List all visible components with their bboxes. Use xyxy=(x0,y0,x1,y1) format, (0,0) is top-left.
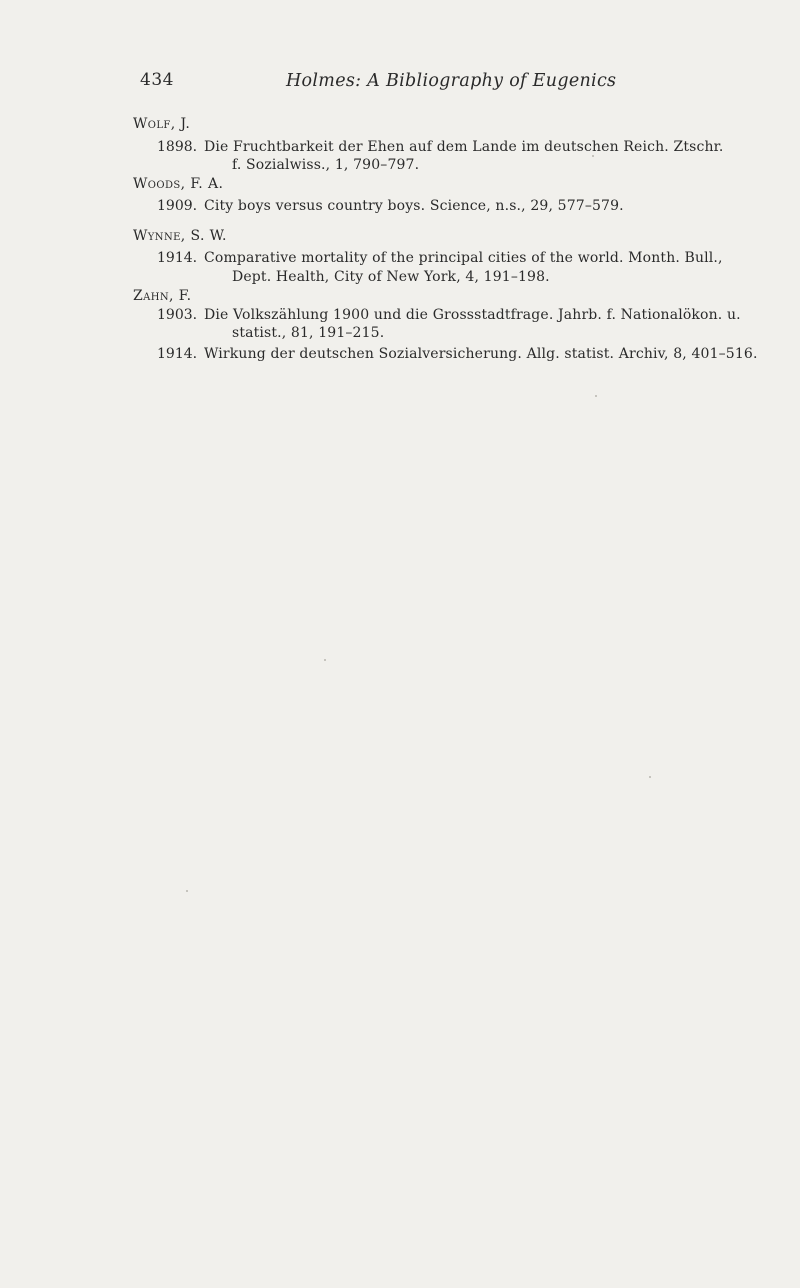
publication-year: 1898. xyxy=(157,139,198,155)
paper-speck xyxy=(595,395,597,397)
citation-continuation: statist., 81, 191–215. xyxy=(232,325,385,341)
author-name: Woods, F. A. xyxy=(133,176,224,192)
citation-continuation: f. Sozialwiss., 1, 790–797. xyxy=(232,157,420,173)
paper-speck xyxy=(649,776,651,778)
publication-year: 1909. xyxy=(157,198,198,214)
citation-text: City boys versus country boys. Science, n.s., 29, 577–579. xyxy=(204,198,624,214)
citation-text: Comparative mortality of the principal cities of the world. Month. Bull., xyxy=(204,250,723,266)
running-title: Holmes: A Bibliography of Eugenics xyxy=(286,71,617,91)
paper-speck xyxy=(324,659,326,661)
author-name: Zahn, F. xyxy=(133,288,192,304)
citation-text: Die Fruchtbarkeit der Ehen auf dem Lande im deutschen Reich. Ztschr. xyxy=(204,139,724,155)
paper-speck xyxy=(592,155,594,157)
citation-continuation: Dept. Health, City of New York, 4, 191–198. xyxy=(232,269,550,285)
author-name: Wynne, S. W. xyxy=(133,228,227,244)
page-header xyxy=(140,70,620,100)
paper-speck xyxy=(186,890,188,892)
publication-year: 1914. xyxy=(157,250,198,266)
publication-year: 1903. xyxy=(157,307,198,323)
citation-text: Wirkung der deutschen Sozialversicherung. Allg. statist. Archiv, 8, 401–516. xyxy=(204,346,758,362)
author-name: Wolf, J. xyxy=(133,116,191,132)
publication-year: 1914. xyxy=(157,346,198,362)
page-number: 434 xyxy=(140,70,174,90)
citation-text: Die Volkszählung 1900 und die Grossstadtfrage. Jahrb. f. Nationalökon. u. xyxy=(204,307,741,323)
